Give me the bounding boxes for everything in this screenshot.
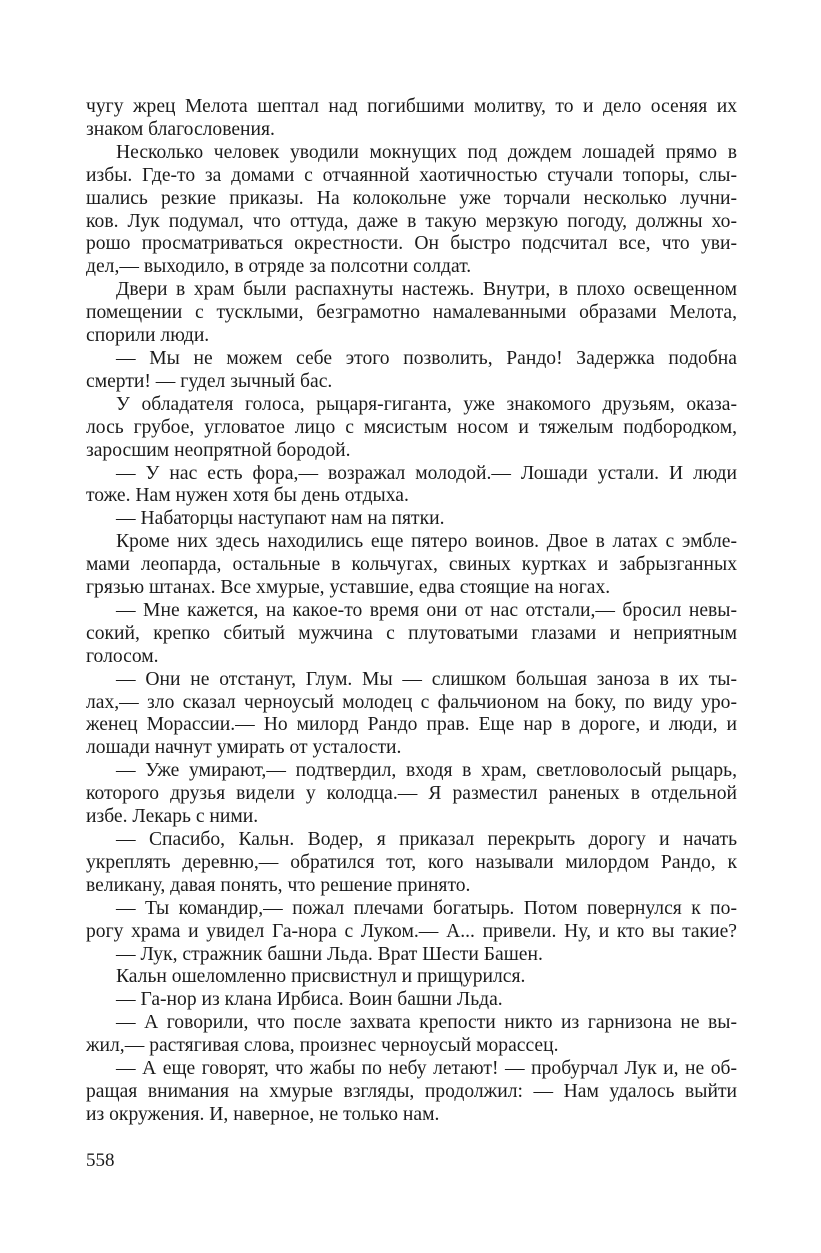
text-line: — Мы не можем себе этого позволить, Рандо! Задержка подобна <box>116 347 737 369</box>
text-line: Двери в храм были распахнуты настежь. Внутри, в плохо освещенном <box>116 279 737 301</box>
text-line: чугу жрец Мелота шептал над погибшими молитву, то и дело осеняя их <box>86 96 737 117</box>
paragraph <box>86 96 737 142</box>
paragraph <box>86 531 737 600</box>
text-line: великану, давая понять, что решение принято. <box>86 874 471 896</box>
text-line: — Мне кажется, на какое-то время они от нас отстали,— бросил невы- <box>116 599 737 621</box>
text-line: ков. Лук подумал, что оттуда, даже в такую мерзкую погоду, должны хо- <box>86 210 737 232</box>
paragraph <box>86 279 737 348</box>
text-line: — Уже умирают,— подтвердил, входя в храм, светловолосый рыцарь, <box>116 760 737 782</box>
text-line: Кроме них здесь находились еще пятеро воинов. Двое в латах с эмбле- <box>116 531 737 553</box>
paragraph <box>86 1058 737 1127</box>
text-line: избе. Лекарь с ними. <box>86 806 259 828</box>
page-body <box>86 96 737 1127</box>
text-line: грязью штанах. Все хмурые, уставшие, едва стоящие на ногах. <box>86 577 611 599</box>
text-line: ращая внимания на хмурые взгляды, продолжил: — Нам удалось выйти <box>86 1080 737 1102</box>
paragraph <box>86 944 737 967</box>
text-line: голосом. <box>86 645 159 667</box>
paragraph <box>86 966 737 989</box>
paragraph <box>86 508 737 531</box>
text-line: жил,— растягивая слова, произнес черноусый морассец. <box>86 1035 559 1057</box>
paragraph <box>86 142 737 279</box>
text-line: — Набаторцы наступают нам на пятки. <box>116 508 445 530</box>
paragraph <box>86 898 737 944</box>
text-line: У обладателя голоса, рыцаря-гиганта, уже знакомого друзьям, оказа- <box>116 393 737 415</box>
paragraph <box>86 760 737 829</box>
text-line: — Га-нор из клана Ирбиса. Воин башни Льда. <box>116 989 503 1011</box>
paragraph <box>86 1012 737 1058</box>
page-number: 558 <box>86 1150 115 1171</box>
paragraph <box>86 669 737 761</box>
text-line: тоже. Нам нужен хотя бы день отдыха. <box>86 485 409 507</box>
text-line: Кальн ошеломленно присвистнул и прищурился. <box>116 966 526 988</box>
text-line: женец Морассии.— Но милорд Рандо прав. Еще нар в дороге, и люди, и <box>86 714 737 736</box>
text-line: которого друзья видели у колодца.— Я разместил раненых в отдельной <box>86 783 737 805</box>
paragraph <box>86 989 737 1012</box>
text-line: рогу храма и увидел Га-нора с Луком.— А... привели. Ну, и кто вы такие? <box>86 920 737 942</box>
text-line: из окружения. И, наверное, не только нам. <box>86 1103 440 1125</box>
text-line: мами леопарда, остальные в кольчугах, свиных куртках и забрызганных <box>86 554 737 576</box>
text-line: — Ты командир,— пожал плечами богатырь. Потом повернулся к по- <box>116 897 737 919</box>
paragraph <box>86 394 737 463</box>
text-line: лошади начнут умирать от усталости. <box>86 737 402 759</box>
paragraph <box>86 829 737 898</box>
text-line: смерти! — гудел зычный бас. <box>86 370 333 392</box>
text-line: лах,— зло сказал черноусый молодец с фальчионом на боку, по виду уро- <box>86 691 737 713</box>
text-line: дел,— выходило, в отряде за полсотни солдат. <box>86 256 472 278</box>
text-line: рошо просматриваться окрестности. Он быстро подсчитал все, что уви- <box>86 233 737 255</box>
paragraph <box>86 600 737 669</box>
text-line: — А еще говорят, что жабы по небу летают! — пробурчал Лук и, не об- <box>116 1058 737 1080</box>
text-line: лось грубое, угловатое лицо с мясистым носом и тяжелым подбородком, <box>86 416 737 438</box>
text-line: Несколько человек уводили мокнущих под дождем лошадей прямо в <box>116 141 737 163</box>
paragraph <box>86 348 737 394</box>
text-line: помещении с тусклыми, безграмотно намалеванными образами Мелота, <box>86 302 737 324</box>
paragraph <box>86 463 737 509</box>
text-line: избы. Где-то за домами с отчаянной хаотичностью стучали топоры, слы- <box>86 164 737 186</box>
text-line: укреплять деревню,— обратился тот, кого называли милордом Рандо, к <box>86 851 737 873</box>
text-line: — У нас есть фора,— возражал молодой.— Лошади устали. И люди <box>116 462 737 484</box>
text-line: — Лук, стражник башни Льда. Врат Шести Башен. <box>116 943 543 965</box>
text-line: знаком благословения. <box>86 118 275 140</box>
text-line: — Спасибо, Кальн. Водер, я приказал перекрыть дорогу и начать <box>116 829 737 850</box>
text-line: — Они не отстанут, Глум. Мы — слишком большая заноза в их ты- <box>116 668 737 690</box>
text-line: — А говорили, что после захвата крепости никто из гарнизона не вы- <box>116 1012 737 1034</box>
text-line: спорили люди. <box>86 325 210 347</box>
text-line: шались резкие приказы. На колокольне уже торчали несколько лучни- <box>86 187 737 209</box>
text-line: заросшим неопрятной бородой. <box>86 439 351 461</box>
text-line: сокий, крепко сбитый мужчина с плутоватыми глазами и неприятным <box>86 622 737 644</box>
